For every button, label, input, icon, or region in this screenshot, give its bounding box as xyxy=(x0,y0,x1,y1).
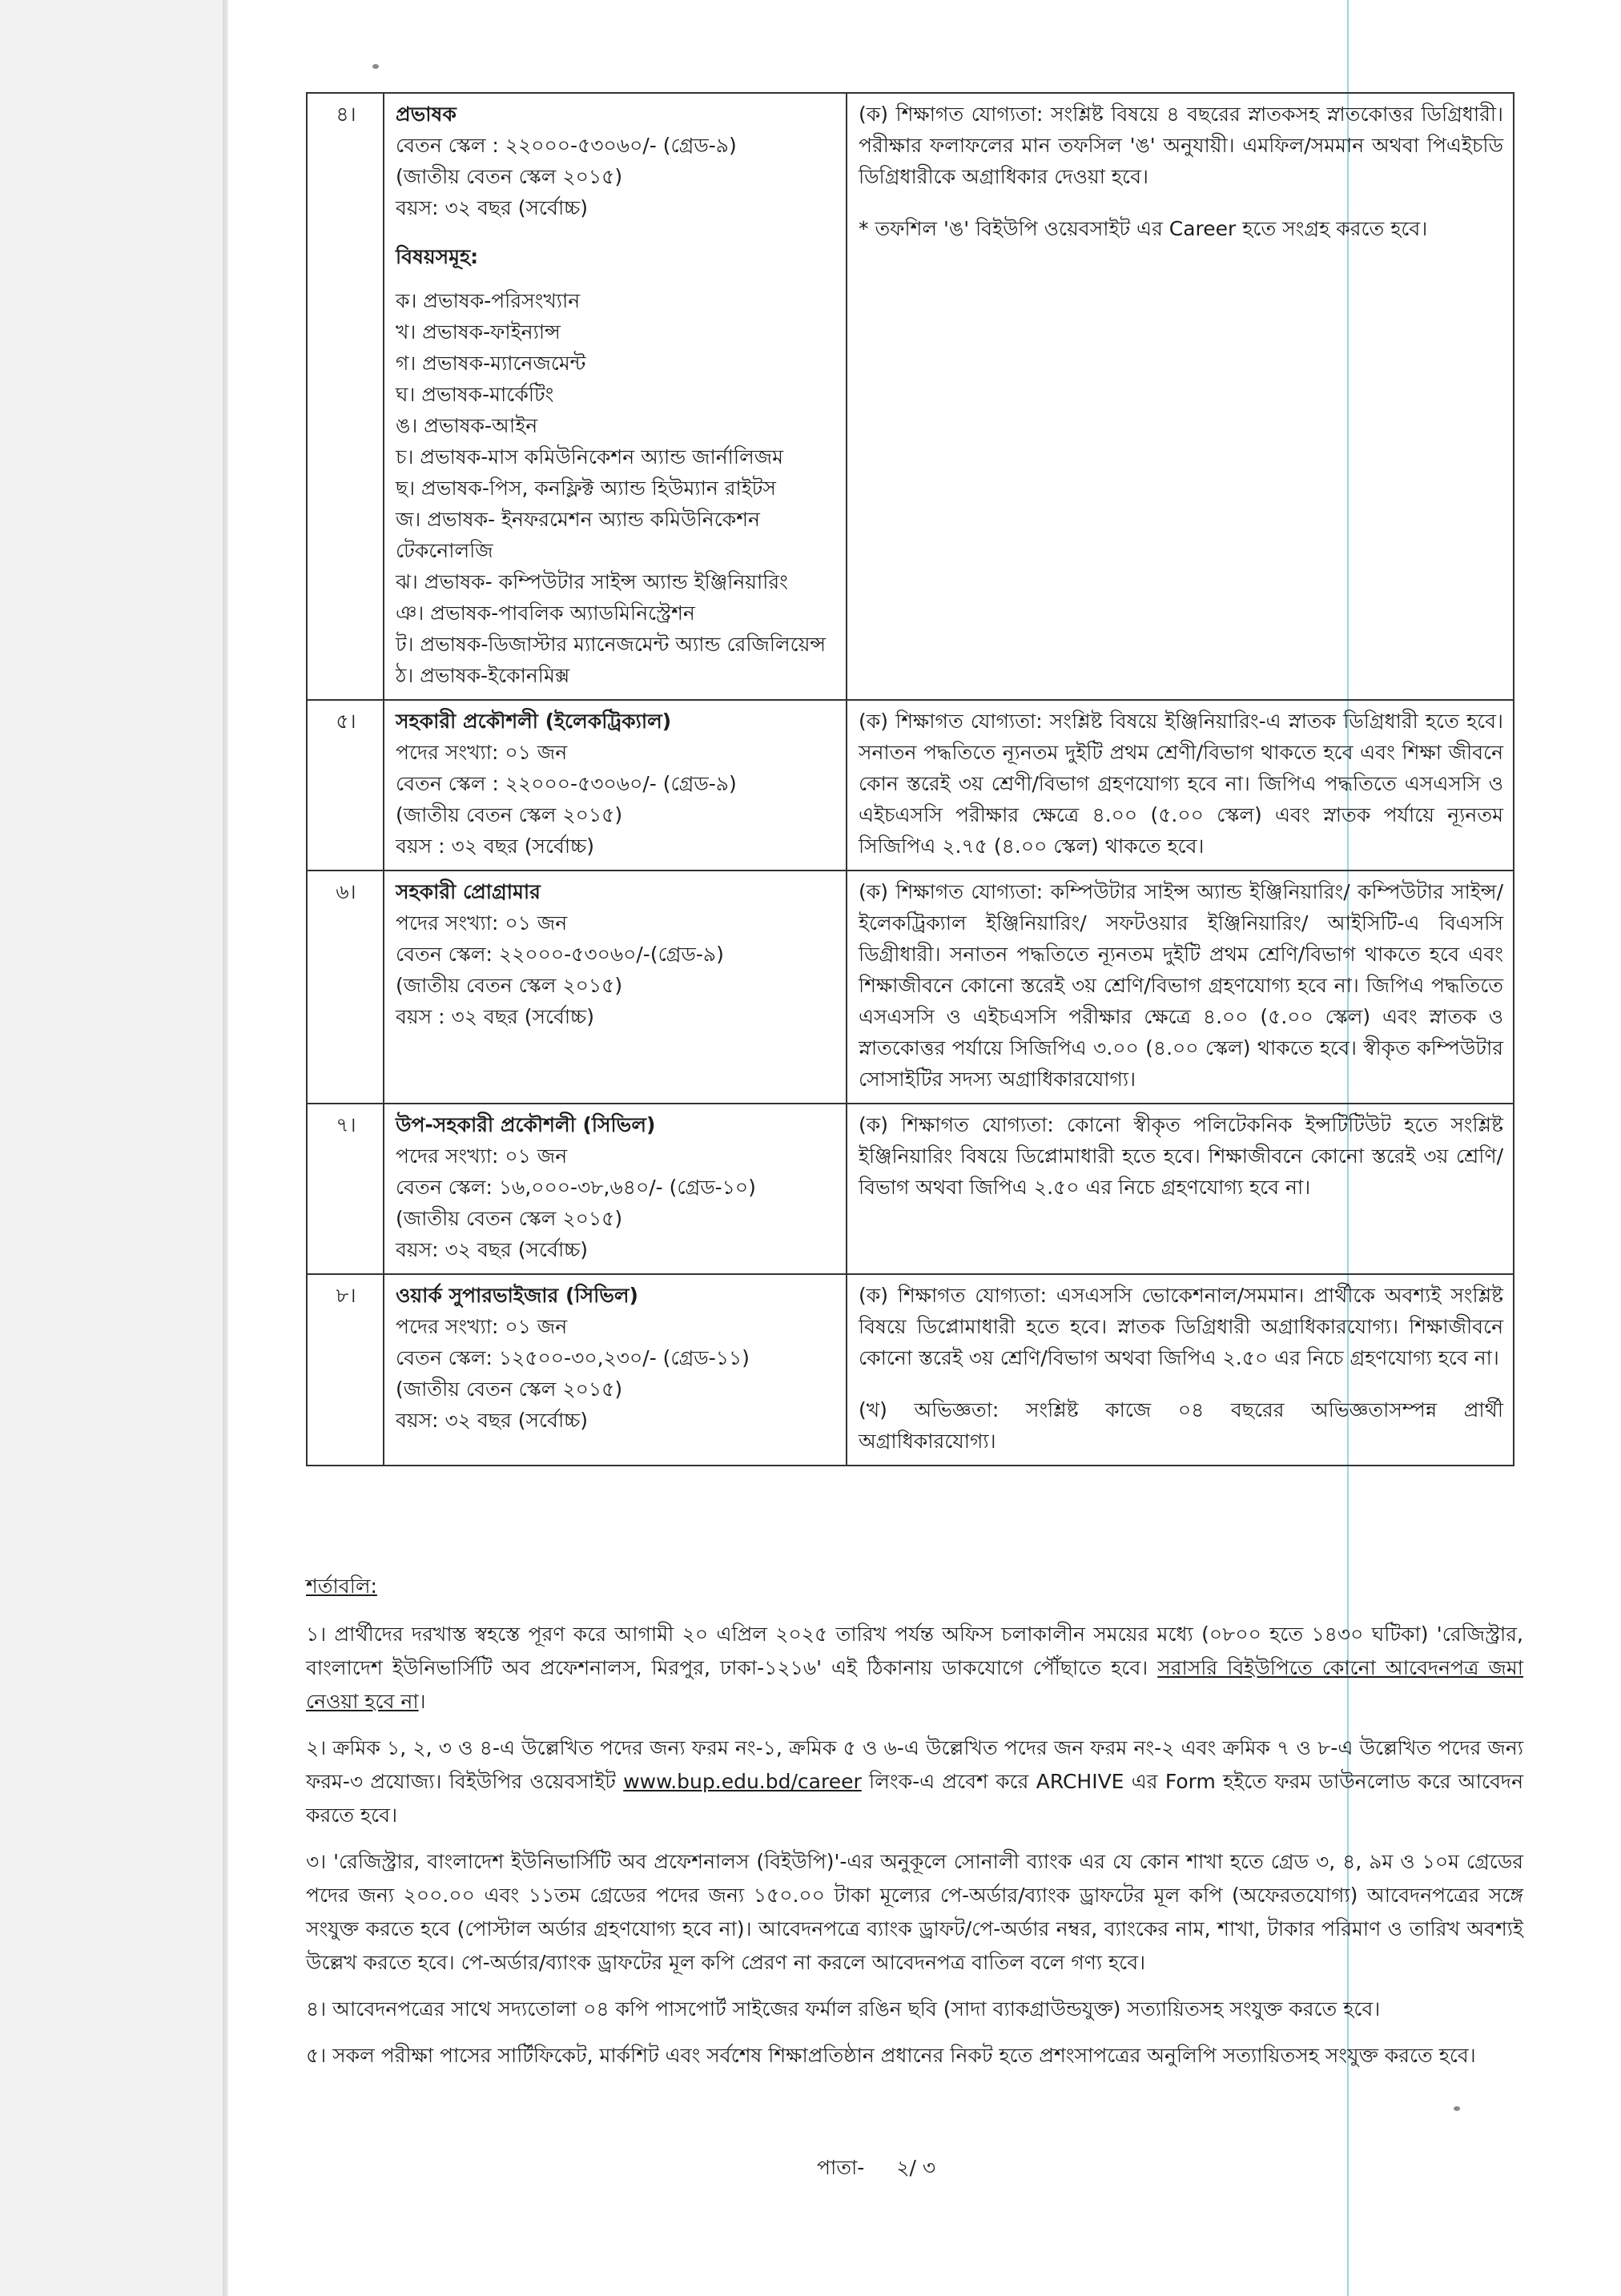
table-row xyxy=(307,871,1514,1104)
page-label: পাতা- xyxy=(817,2156,865,2179)
subject-item: ছ। প্রভাষক-পিস, কনফ্লিক্ট অ্যান্ড হিউম্যান রাইটস xyxy=(396,476,776,500)
subject-item: গ। প্রভাষক-ম্যানেজমেন্ট xyxy=(396,352,586,375)
post-detail: পদের সংখ্যা: ০১ জন xyxy=(396,911,568,935)
subject-item: ট। প্রভাষক-ডিজাস্টার ম্যানেজমেন্ট অ্যান্ড রেজিলিয়েন্স xyxy=(396,633,827,656)
post-cell xyxy=(384,871,847,1104)
page-edge-shadow xyxy=(223,0,228,2296)
serial-cell: ৬। xyxy=(307,871,384,1104)
post-detail: পদের সংখ্যা: ০১ জন xyxy=(396,1315,568,1338)
subject-item: ঘ। প্রভাষক-মার্কেটিং xyxy=(396,383,554,406)
table-row xyxy=(307,1274,1514,1466)
conditions-title: শর্তাবলি: xyxy=(306,1574,377,1598)
condition-item-3: ৩। 'রেজিস্ট্রার, বাংলাদেশ ইউনিভার্সিটি অব প্রফেশনালস (বিইউপি)'-এর অনুকূলে সোনালী ব্যাংক এর যে কোন শাখা হতে গ্রেড ৩, ৪, ৯ম ও ১০ম গ্রেডের পদের জন্য ২০০.০০ এবং ১১তম গ্রেডের পদের জন্য ১৫০.০০ টাকা মূল্যের পে-অর্ডার/ব্যাংক ড্রাফটের মূল কপি (অফেরতযোগ্য) আবেদনপত্রের সঙ্গে সংযুক্ত করতে হবে (পোস্টাল অর্ডার গ্রহণযোগ্য হবে না)। আবেদনপত্রে ব্যাংক ড্রাফট/পে-অর্ডার নম্বর, ব্যাংকের নাম, শাখা, টাকার পরিমাণ ও তারিখ অবশ্যই উল্লেখ করতে হবে। পে-অর্ডার/ব্যাংক ড্রাফটের মূল কপি প্রেরণ না করলে আবেদনপত্র বাতিল বলে গণ্য হবে। xyxy=(306,1850,1523,1974)
qualification-text: (ক) শিক্ষাগত যোগ্যতা: সংশ্লিষ্ট বিষয়ে ইঞ্জিনিয়ারিং-এ স্নাতক ডিগ্রিধারী হতে হবে। সনাতন পদ্ধতিতে ন্যূনতম দুইটি প্রথম শ্রেণী/বিভাগ থাকতে হবে এবং শিক্ষা জীবনে কোন স্তরেই ৩য় শ্রেণী/বিভাগ গ্রহণযোগ্য হবে না। জিপিএ পদ্ধতিতে এসএসসি ও এইচএসসি পরীক্ষার ক্ষেত্রে ৪.০০ (৫.০০ স্কেল) এবং স্নাতক পর্যায়ে ন্যূনতম সিজিপিএ ২.৭৫ (৪.০০ স্কেল) থাকতে হবে। xyxy=(859,710,1503,858)
post-title: সহকারী প্রকৌশলী (ইলেকট্রিক্যাল) xyxy=(396,710,672,733)
qualification-cell xyxy=(847,1104,1514,1274)
qualification-text: (ক) শিক্ষাগত যোগ্যতা: কোনো স্বীকৃত পলিটেকনিক ইন্সটিটিউট হতে সংশ্লিষ্ট ইঞ্জিনিয়ারিং বিষয়ে ডিপ্লোমাধারী হতে হবে। শিক্ষাজীবনে কোনো স্তরেই ৩য় শ্রেণি/বিভাগ অথবা জিপিএ ২.৫০ এর নিচে গ্রহণযোগ্য হবে না। xyxy=(859,1113,1503,1199)
qualification-cell xyxy=(847,93,1514,700)
condition-text: ২। ক্রমিক ১, ২, ৩ ও ৪-এ উল্লেখিত পদের জন্য ফরম নং-১, ক্রমিক ৫ ও ৬-এ উল্লেখিত পদের জন ফরম নং-২ এবং ক্রমিক ৭ ও ৮-এ উল্লেখিত পদের জন্য ফরম-৩ প্রযোজ্য। বিইউপির ওয়েবসাইট xyxy=(306,1736,1523,1793)
condition-item-1 xyxy=(306,1618,1523,1719)
post-detail: পদের সংখ্যা: ০১ জন xyxy=(396,1144,568,1168)
subject-item: ঝ। প্রভাষক- কম্পিউটার সাইন্স অ্যান্ড ইঞ্জিনিয়ারিং xyxy=(396,570,788,593)
condition-emphasis: সরাসরি বিইউপিতে কোনো আবেদনপত্র জমা নেওয়া হবে না xyxy=(306,1656,1523,1713)
condition-text: ১। প্রার্থীদের দরখাস্ত স্বহস্তে পূরণ করে আগামী ২০ এপ্রিল ২০২৫ তারিখ পর্যন্ত অফিস চলাকালীন সময়ের মধ্যে (০৮০০ হতে ১৪৩০ ঘটিকা) 'রেজিস্ট্রার, বাংলাদেশ ইউনিভার্সিটি অব প্রফেশনালস, মিরপুর, ঢাকা-১২১৬' এই ঠিকানায় ডাকযোগে পৌঁছাতে হবে। xyxy=(306,1622,1523,1679)
post-detail: (জাতীয় বেতন স্কেল ২০১৫) xyxy=(396,974,623,997)
subjects-heading: বিষয়সমূহ: xyxy=(396,245,479,268)
qualification-text: (ক) শিক্ষাগত যোগ্যতা: সংশ্লিষ্ট বিষয়ে ৪ বছরের স্নাতকসহ স্নাতকোত্তর ডিগ্রিধারী। পরীক্ষার ফলাফলের মান তফসিল 'ঙ' অনুযায়ী। এমফিল/সমমান অথবা পিএইচডি ডিগ্রিধারীকে অগ্রাধিকার দেওয়া হবে। xyxy=(859,103,1503,188)
subject-item: ক। প্রভাষক-পরিসংখ্যান xyxy=(396,289,581,312)
post-detail: পদের সংখ্যা: ০১ জন xyxy=(396,741,568,764)
serial-cell: ৭। xyxy=(307,1104,384,1274)
condition-text-end: লিংক-এ প্রবেশ করে ARCHIVE এর Form হইতে ফরম ডাউনলোড করে আবেদন করতে হবে। xyxy=(306,1770,1523,1827)
subject-item: ঠ। প্রভাষক-ইকোনমিক্স xyxy=(396,664,570,687)
post-detail: বয়স: ৩২ বছর (সর্বোচ্চ) xyxy=(396,196,589,219)
post-detail: বয়স : ৩২ বছর (সর্বোচ্চ) xyxy=(396,834,594,858)
scan-speck xyxy=(1454,2106,1460,2111)
serial-cell: ৮। xyxy=(307,1274,384,1466)
post-detail: (জাতীয় বেতন স্কেল ২০১৫) xyxy=(396,1377,623,1401)
career-link[interactable]: www.bup.edu.bd/career xyxy=(623,1770,862,1793)
table-row xyxy=(307,93,1514,700)
post-detail: (জাতীয় বেতন স্কেল ২০১৫) xyxy=(396,165,623,188)
post-detail: বেতন স্কেল : ২২০০০-৫৩০৬০/- (গ্রেড-৯) xyxy=(396,772,737,795)
post-title: ওয়ার্ক সুপারভাইজার (সিভিল) xyxy=(396,1284,638,1307)
post-detail: বেতন স্কেল: ২২০০০-৫৩০৬০/-(গ্রেড-৯) xyxy=(396,943,724,966)
scan-speck xyxy=(372,64,379,69)
post-detail: বয়স: ৩২ বছর (সর্বোচ্চ) xyxy=(396,1409,589,1432)
post-cell xyxy=(384,93,847,700)
subject-item: জ। প্রভাষক- ইনফরমেশন অ্যান্ড কমিউনিকেশন টেকনোলজি xyxy=(396,508,760,562)
posts-table xyxy=(306,92,1514,1466)
subject-item: চ। প্রভাষক-মাস কমিউনিকেশন অ্যান্ড জার্নালিজম xyxy=(396,445,783,468)
post-detail: বেতন স্কেল: ১৬,০০০-৩৮,৬৪০/- (গ্রেড-১০) xyxy=(396,1176,756,1199)
condition-item-5: ৫। সকল পরীক্ষা পাসের সার্টিফিকেট, মার্কশিট এবং সর্বশেষ শিক্ষাপ্রতিষ্ঠান প্রধানের নিকট হতে প্রশংসাপত্রের অনুলিপি সত্যায়িতসহ সংযুক্ত করতে হবে। xyxy=(306,2044,1476,2067)
post-detail: বয়স : ৩২ বছর (সর্বোচ্চ) xyxy=(396,1005,594,1028)
post-title: প্রভাষক xyxy=(396,103,457,126)
post-cell xyxy=(384,1274,847,1466)
table-row xyxy=(307,1104,1514,1274)
condition-item-4: ৪। আবেদনপত্রের সাথে সদ্যতোলা ০৪ কপি পাসপোর্ট সাইজের ফর্মাল রঙিন ছবি (সাদা ব্যাকগ্রাউন্ডযুক্ত) সত্যায়িতসহ সংযুক্ত করতে হবে। xyxy=(306,1997,1381,2021)
subject-item: ঙ। প্রভাষক-আইন xyxy=(396,414,538,437)
page-footer xyxy=(817,2152,967,2186)
post-title: সহকারী প্রোগ্রামার xyxy=(396,880,541,903)
serial-cell: ৫। xyxy=(307,700,384,871)
conditions-section xyxy=(306,1570,1523,2085)
qualification-cell xyxy=(847,1274,1514,1466)
post-detail: বয়স: ৩২ বছর (সর্বোচ্চ) xyxy=(396,1238,589,1261)
qualification-cell xyxy=(847,700,1514,871)
page-number: ২/ ৩ xyxy=(896,2156,936,2179)
condition-text-end: । xyxy=(418,1690,426,1713)
post-detail: বেতন স্কেল: ১২৫০০-৩০,২৩০/- (গ্রেড-১১) xyxy=(396,1346,750,1369)
post-title: উপ-সহকারী প্রকৌশলী (সিভিল) xyxy=(396,1113,656,1136)
subject-item: ঞ। প্রভাষক-পাবলিক অ্যাডমিনিস্ট্রেশন xyxy=(396,601,695,625)
post-detail: (জাতীয় বেতন স্কেল ২০১৫) xyxy=(396,803,623,826)
post-detail: বেতন স্কেল : ২২০০০-৫৩০৬০/- (গ্রেড-৯) xyxy=(396,134,737,157)
qualification-text: (ক) শিক্ষাগত যোগ্যতা: এসএসসি ভোকেশনাল/সমমান। প্রার্থীকে অবশ্যই সংশ্লিষ্ট বিষয়ে ডিপ্লোমাধারী হতে হবে। স্নাতক ডিগ্রিধারী অগ্রাধিকারযোগ্য। শিক্ষাজীবনে কোনো স্তরেই ৩য় শ্রেণি/বিভাগ অথবা জিপিএ ২.৫০ এর নিচে গ্রহণযোগ্য হবে না। xyxy=(859,1284,1503,1369)
post-cell xyxy=(384,1104,847,1274)
qualification-text: (ক) শিক্ষাগত যোগ্যতা: কম্পিউটার সাইন্স অ্যান্ড ইঞ্জিনিয়ারিং/ কম্পিউটার সাইন্স/ ইলেকট্রিক্যাল ইঞ্জিনিয়ারিং/ সফটওয়ার ইঞ্জিনিয়ারিং/ আইসিটি-এ বিএসসি ডিগ্রীধারী। সনাতন পদ্ধতিতে ন্যূনতম দুইটি প্রথম শ্রেণি/বিভাগ থাকতে হবে এবং শিক্ষাজীবনে কোনো স্তরেই ৩য় শ্রেণি/বিভাগ গ্রহণযোগ্য হবে না। জিপিএ পদ্ধতিতে এসএসসি ও এইচএসসি পরীক্ষার ক্ষেত্রে ৪.০০ (৫.০০ স্কেল) এবং স্নাতক ও স্নাতকোত্তর পর্যায়ে সিজিপিএ ৩.০০ (৪.০০ স্কেল) থাকতে হবে। স্বীকৃত কম্পিউটার সোসাইটির সদস্য অগ্রাধিকারযোগ্য। xyxy=(859,880,1503,1091)
table-row xyxy=(307,700,1514,871)
qualification-note: * তফশিল 'ঙ' বিইউপি ওয়েবসাইট এর Career হতে সংগ্রহ করতে হবে। xyxy=(859,217,1428,240)
subject-item: খ। প্রভাষক-ফাইন্যান্স xyxy=(396,320,561,344)
post-cell xyxy=(384,700,847,871)
post-detail: (জাতীয় বেতন স্কেল ২০১৫) xyxy=(396,1207,623,1230)
experience-text: (খ) অভিজ্ঞতা: সংশ্লিষ্ট কাজে ০৪ বছরের অভিজ্ঞতাসম্পন্ন প্রার্থী অগ্রাধিকারযোগ্য। xyxy=(859,1398,1503,1453)
condition-item-2 xyxy=(306,1731,1523,1832)
qualification-cell xyxy=(847,871,1514,1104)
serial-cell: ৪। xyxy=(307,93,384,700)
